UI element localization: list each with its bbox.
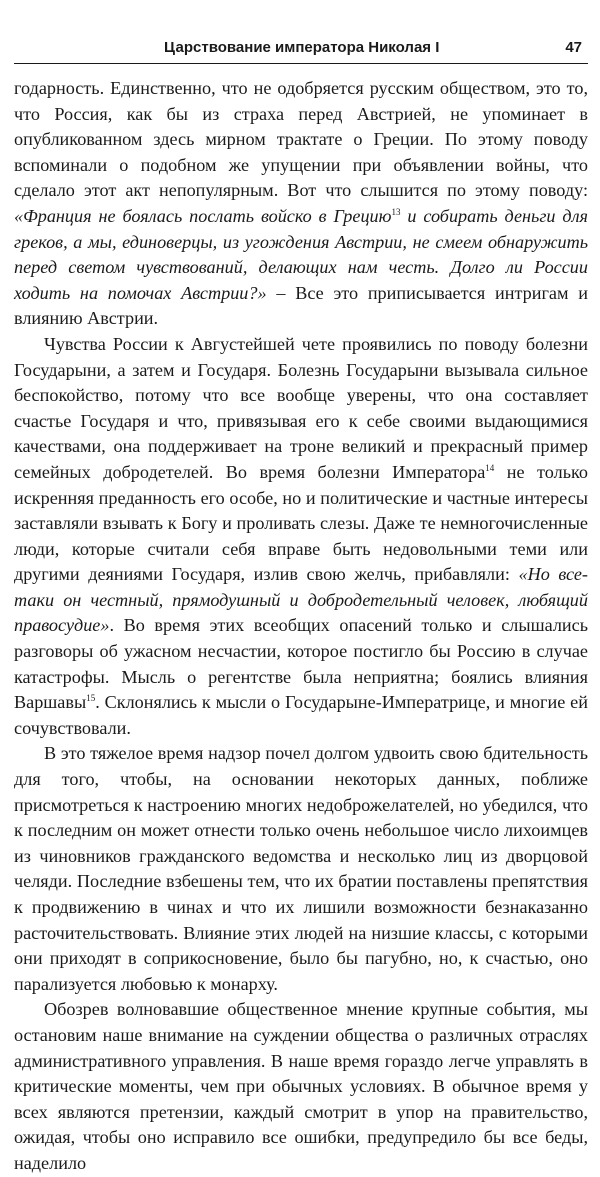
text-segment: не только искренняя преданность его особе, но и политические и частные интересы заставляли взывать к Богу и проливать слезы. Даже те немногочисленные люди, которые считали себя вправе быть недовольными теми или другими деяниями Государя, излив свою желчь, прибавляли: xyxy=(14,461,588,585)
paragraph-2 xyxy=(14,332,588,742)
body-text xyxy=(14,76,588,1177)
footnote-ref: 15 xyxy=(86,693,96,704)
footnote-ref: 13 xyxy=(391,206,401,217)
text-segment: – Все это приписывается интригам и влиянию Австрии. xyxy=(14,282,588,329)
paragraph-1 xyxy=(14,76,588,332)
paragraph-4 xyxy=(14,997,588,1176)
text-segment: . Склонялись к мысли о Государыне-Императрице, и многие ей сочувствовали. xyxy=(14,692,588,738)
text-segment: . Во время этих всеобщих опасений только и слышались разговоры об ужасном несчастии, которое постигло бы Россию в случае катастрофы. Мысль о регентстве была неприятна; боялись влияния Варшавы xyxy=(14,615,588,713)
footnote-ref: 14 xyxy=(485,462,495,473)
running-head xyxy=(14,38,588,58)
header-rule xyxy=(14,63,588,64)
text-segment: В это тяжелое время надзор почел долгом удвоить свою бдительность для того, чтобы, на основании некоторых данных, поближе присмотреться к настроению многих недоброжелателей, но убедился, что к последним он может отнести только очень небольшое число лихоимцев из чиновников гражданского ведомства и несколько лиц из дворцовой челяди. Последние взбешены тем, что их братии поставлены препятствия к продвижению в чинах и что их лишили возможности безнаказанно расточительствовать. Влияние этих людей на низшие классы, с которыми они приходят в соприкосновение, было бы пагубно, но, к счастью, оно парализуется любовью к монарху. xyxy=(14,743,588,994)
paragraph-3 xyxy=(14,741,588,997)
italic-quote: «Франция не боялась послать войско в Грецию xyxy=(14,205,392,226)
running-head-title: Царствование императора Николая I xyxy=(164,39,440,56)
italic-quote: и собирать деньги для греков, а мы, единоверцы, из угождения Австрии, не смеем обнаружить перед светом чувствований, делающих нам честь. Долго ли России ходить на помочах Австрии?» xyxy=(14,205,588,303)
page-number: 47 xyxy=(565,39,582,56)
text-segment: годарность. Единственно, что не одобряется русским обществом, это то, что Россия, как бы из страха перед Австрией, не упоминает в опубликованном здесь мирном трактате о Греции. По этому поводу вспоминали о подобном же упущении при объявлении войны, что сделало этот акт непопулярным. Вот что слышится по этому поводу: xyxy=(14,78,588,201)
italic-quote: «Но все-таки он честный, прямодушный и добродетельный человек, любящий правосудие» xyxy=(14,564,588,636)
text-segment: Чувства России к Августейшей чете проявились по поводу болезни Государыни, а затем и Государя. Болезнь Государыни вызывала сильное беспокойство, потому что все вообще уверены, что она составляет счастье Государя и что, привязывая его к себе своими выдающимися качествами, она поддерживает на троне великий и прекрасный пример семейных добродетелей. Во время болезни Императора xyxy=(14,333,588,482)
text-segment: Обозрев волновавшие общественное мнение крупные события, мы остановим наше внимание на суждении общества о различных отраслях административного управления. В наше время гораздо легче управлять в критические моменты, чем при обычных условиях. В обычное время у всех являются претензии, каждый смотрит в упор на правительство, ожидая, чтобы оно исправило все ошибки, предупредило бы все беды, наделило xyxy=(14,999,588,1173)
